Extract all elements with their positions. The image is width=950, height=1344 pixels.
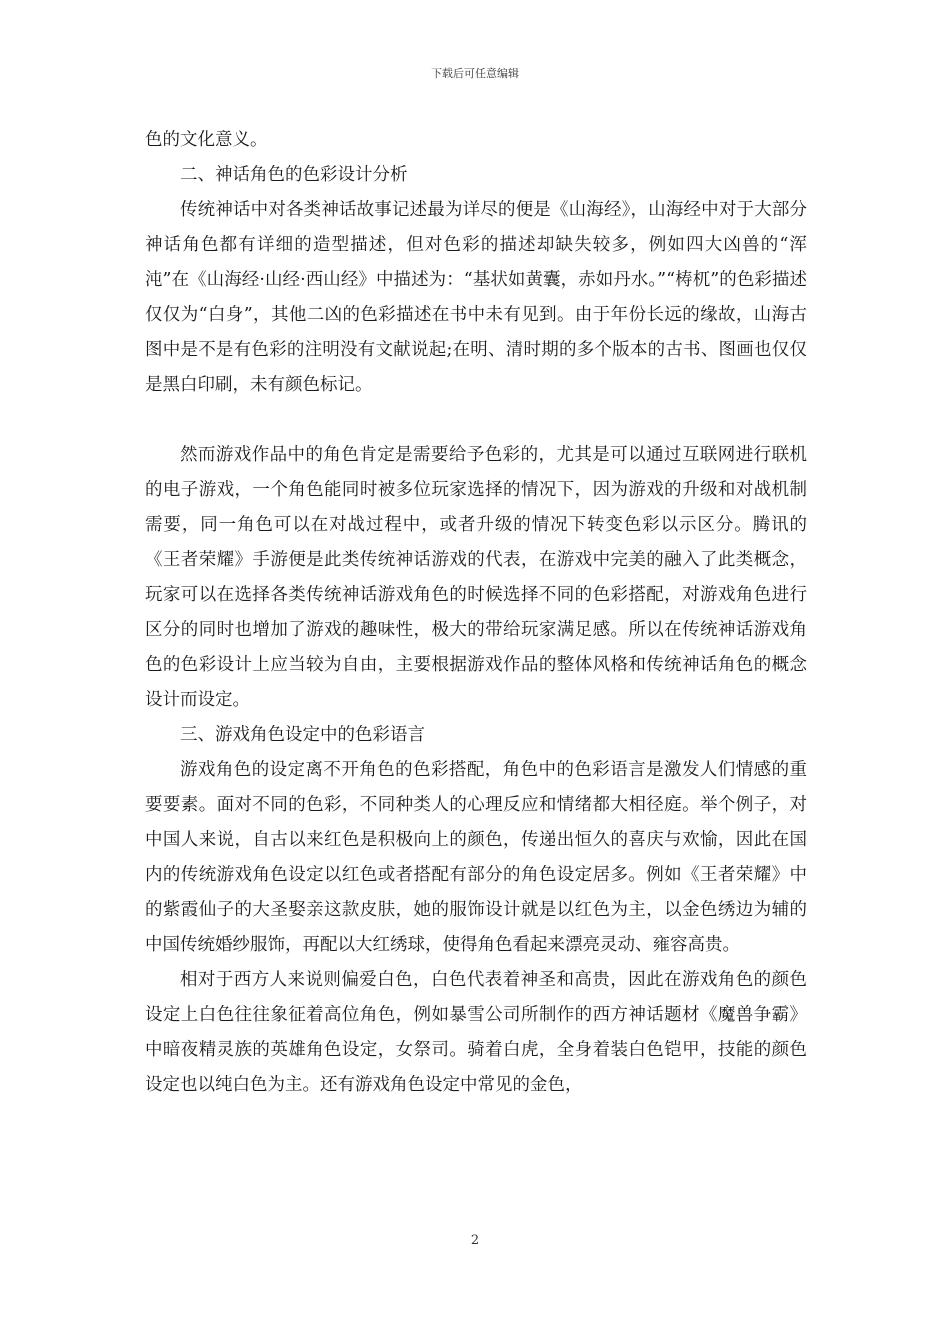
page-number: 2 — [470, 1233, 480, 1248]
paragraph-gap — [145, 403, 807, 438]
paragraph: 相对于西方人来说则偏爱白色，白色代表着神圣和高贵，因此在游戏角色的颜色设定上白色往往象征着高位角色，例如暴雪公司所制作的西方神话题材《魔兽争霸》中暗夜精灵族的英雄角色设定，女祭司。骑着白虎，全身着装白色铠甲，技能的颜色设定也以纯白色为主。还有游戏角色设定中常见的金色， — [145, 970, 807, 1095]
document-body — [145, 123, 807, 1103]
section-heading-3: 三、游戏角色设定中的色彩语言 — [180, 725, 425, 745]
paragraph: 然而游戏作品中的角色肯定是需要给予色彩的，尤其是可以通过互联网进行联机的电子游戏，一个角色能同时被多位玩家选择的情况下，因为游戏的升级和对战机制需要，同一角色可以在对战过程中，或者升级的情况下转变色彩以示区分。腾讯的《王者荣耀》手游便是此类传统神话游戏的代表，在游戏中完美的融入了此类概念，玩家可以在选择各类传统神话游戏角色的时候选择不同的色彩搭配，对游戏角色进行区分的同时也增加了游戏的趣味性，极大的带给玩家满足感。所以在传统神话游戏角色的色彩设计上应当较为自由，主要根据游戏作品的整体风格和传统神话角色的概念设计而设定。 — [145, 445, 807, 710]
page-header: 下载后可任意编辑 — [431, 67, 519, 80]
paragraph: 传统神话中对各类神话故事记述最为详尽的便是《山海经》，山海经中对于大部分神话角色都有详细的造型描述，但对色彩的描述却缺失较多，例如四大凶兽的“浑沌”在《山海经·山经·西山经》中描述为：“基状如黄囊，赤如丹水。”“梼杌”的色彩描述仅仅为“白身”，其他二凶的色彩描述在书中未有见到。由于年份长远的缘故，山海古图中是不是有色彩的注明没有文献说起;在明、清时期的多个版本的古书、图画也仅仅是黑白印刷，未有颜色标记。 — [145, 200, 807, 395]
section-heading-2: 二、神话角色的色彩设计分析 — [180, 165, 408, 185]
paragraph-continuation: 色的文化意义。 — [145, 130, 268, 150]
paragraph: 游戏角色的设定离不开角色的色彩搭配，角色中的色彩语言是激发人们情感的重要要素。面对不同的色彩，不同种类人的心理反应和情绪都大相径庭。举个例子，对中国人来说，自古以来红色是积极向上的颜色，传递出恒久的喜庆与欢愉，因此在国内的传统游戏角色设定以红色或者搭配有部分的角色设定居多。例如《王者荣耀》中的紫霞仙子的大圣娶亲这款皮肤，她的服饰设计就是以红色为主，以金色绣边为辅的中国传统婚纱服饰，再配以大红绣球，使得角色看起来漂亮灵动、雍容高贵。 — [145, 760, 807, 955]
